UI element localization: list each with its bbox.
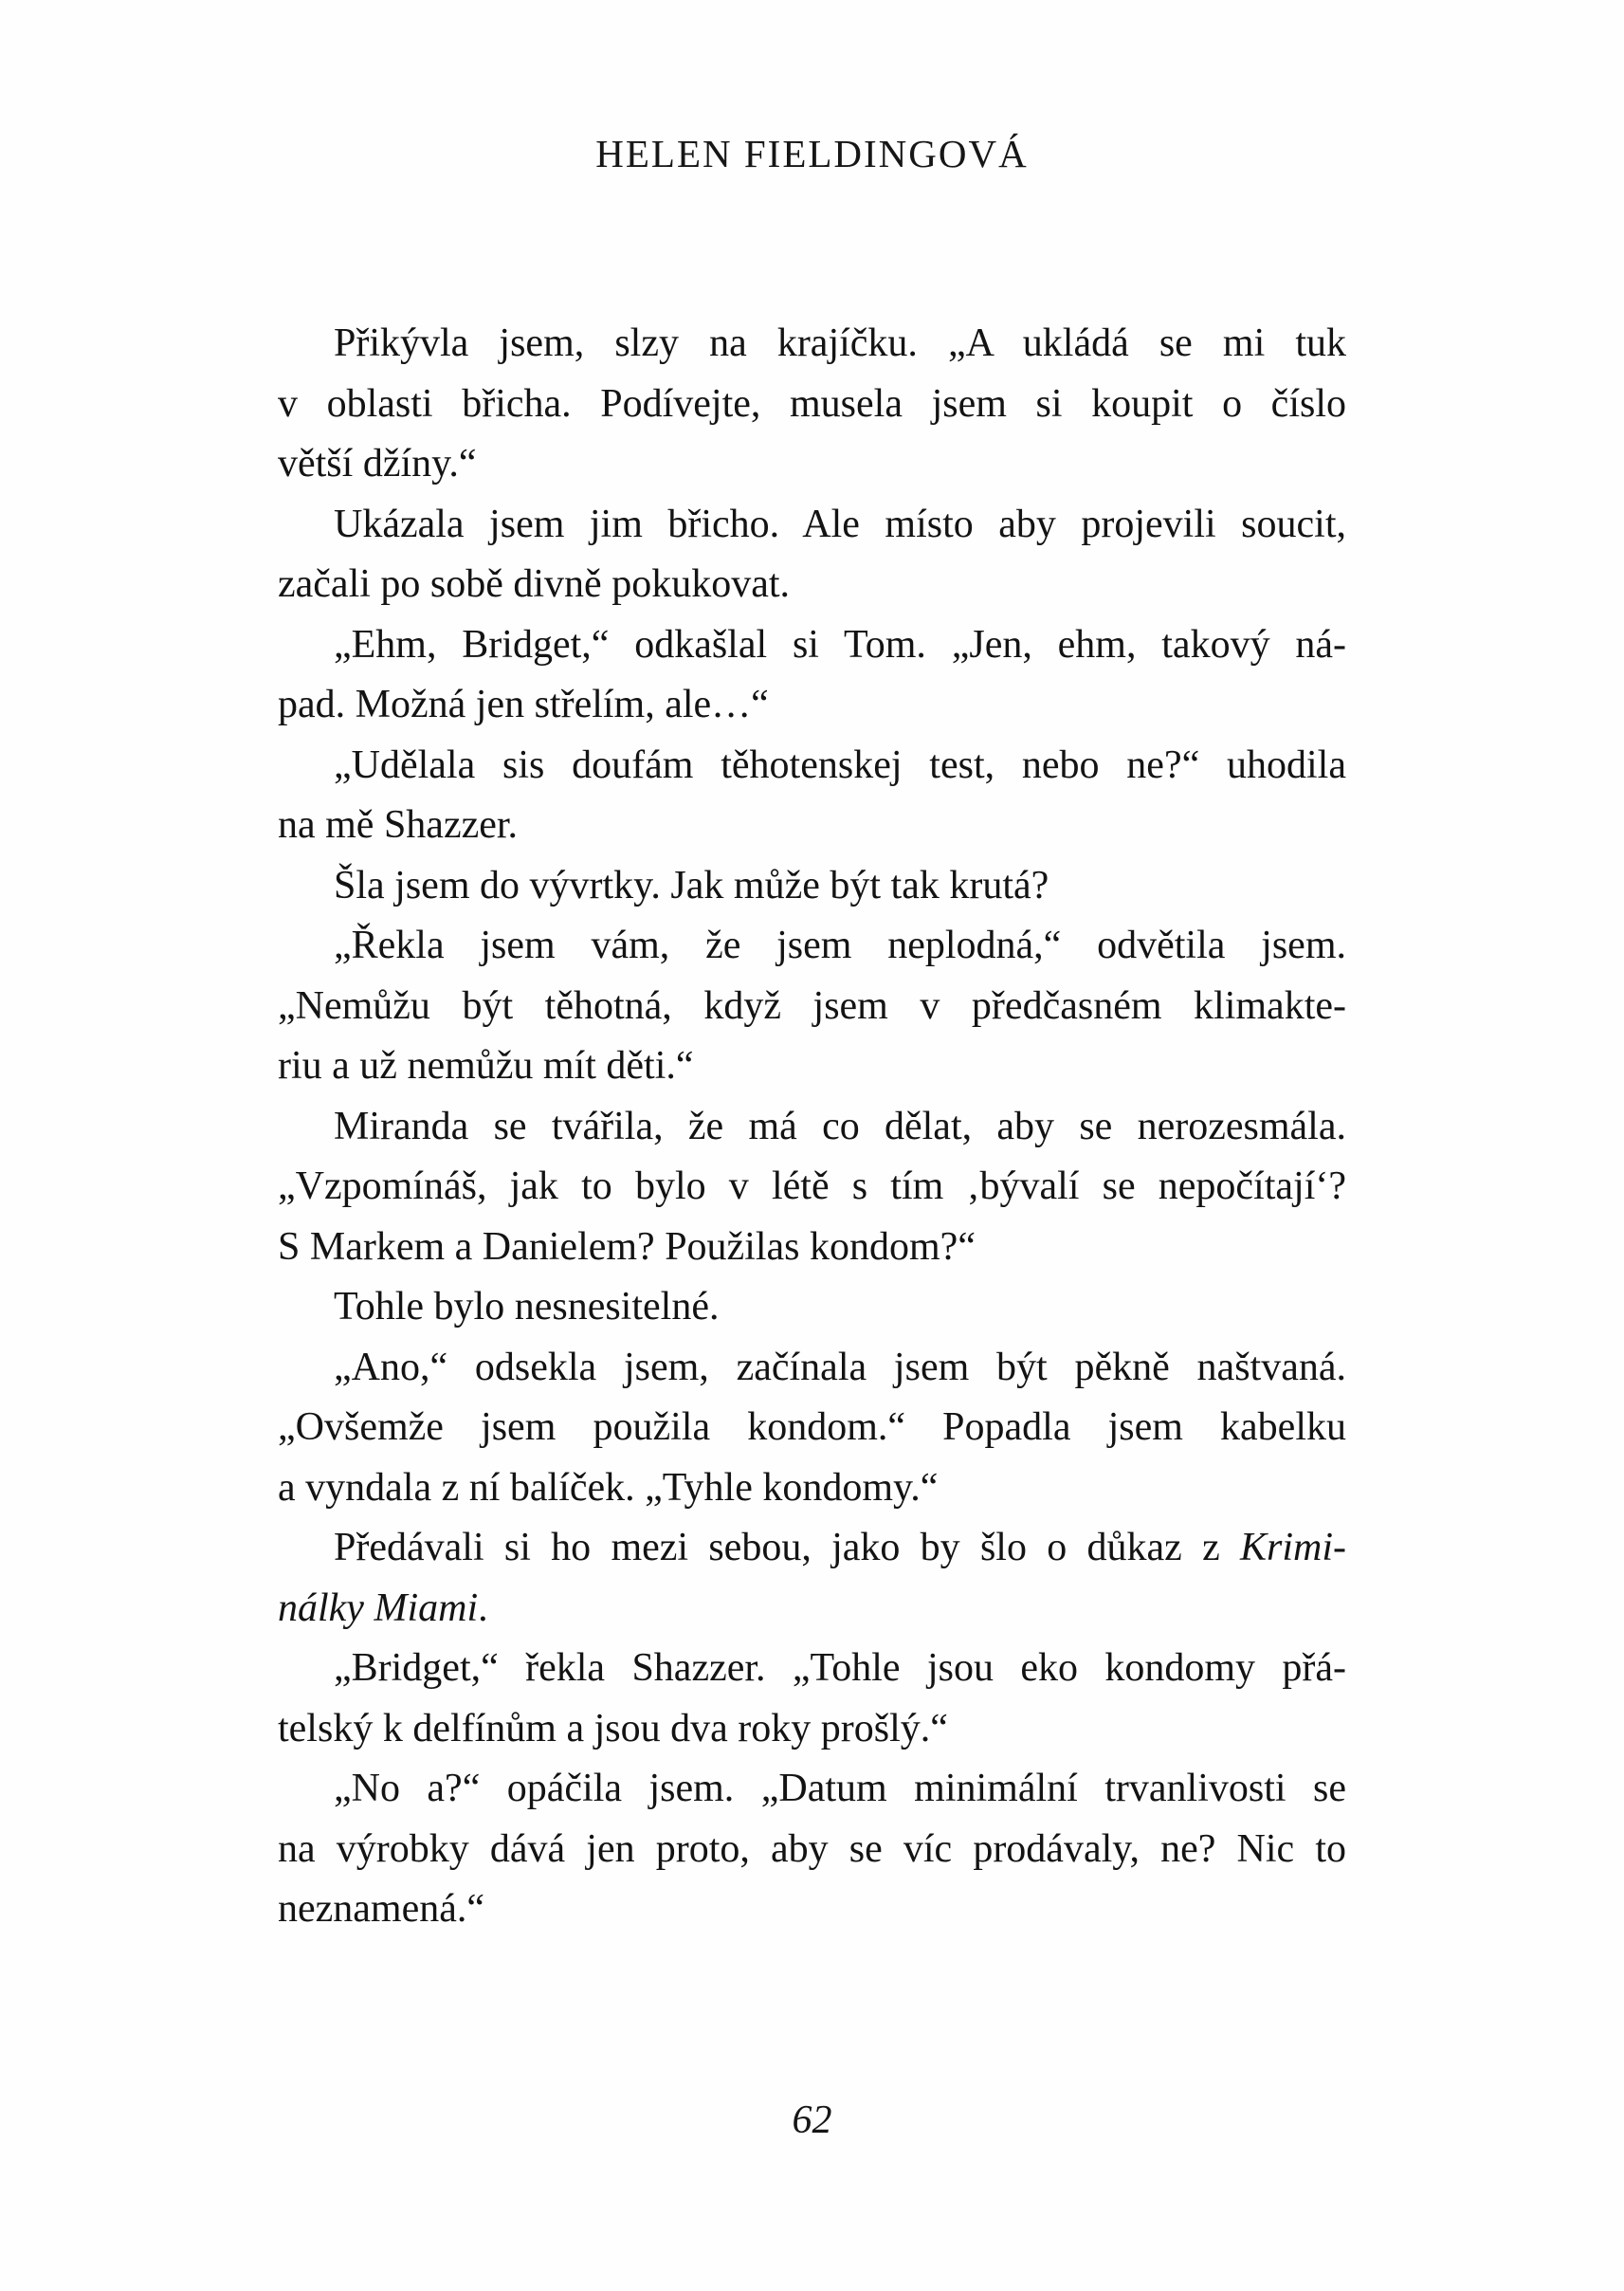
text-line <box>278 615 1346 676</box>
text-line <box>278 1277 1346 1338</box>
text-segment: „Ehm, Bridget,“ odkašlal si Tom. „Jen, ehm, takový ná- <box>334 622 1346 667</box>
text-line <box>278 555 1346 615</box>
text-segment: na výrobky dává jen proto, aby se víc prodávaly, ne? Nic to <box>278 1826 1346 1871</box>
text-segment: v oblasti břicha. Podívejte, musela jsem si koupit o číslo <box>278 381 1346 426</box>
text-line <box>278 1218 1346 1278</box>
text-segment: a vyndala z ní balíček. „Tyhle kondomy.“ <box>278 1465 939 1510</box>
text-segment: . <box>478 1585 488 1630</box>
text-segment: S Markem a Danielem? Použilas kondom?“ <box>278 1224 976 1269</box>
text-line <box>278 675 1346 736</box>
text-line <box>278 1518 1346 1579</box>
text-segment: „Řekla jsem vám, že jsem neplodná,“ odvětila jsem. <box>334 924 1346 967</box>
text-line <box>278 1338 1346 1399</box>
text-segment: Ukázala jsem jim břicho. Ale místo aby projevili soucit, <box>334 502 1346 546</box>
text-segment: „Vzpomínáš, jak to bylo v létě s tím ‚bývalí se nepočítají‘? <box>278 1164 1346 1208</box>
text-line <box>278 1398 1346 1458</box>
text-segment: Miranda se tvářila, že má co dělat, aby se nerozesmála. <box>334 1104 1346 1148</box>
text-line <box>278 1879 1346 1940</box>
text-line <box>278 1036 1346 1097</box>
text-line <box>278 977 1346 1037</box>
text-line <box>278 1157 1346 1218</box>
text-line <box>278 856 1346 917</box>
text-line <box>278 434 1346 495</box>
text-segment: „Nemůžu být těhotná, když jsem v předčasném klimakte- <box>278 983 1346 1028</box>
text-segment: Předávali si ho mezi sebou, jako by šlo o důkaz z <box>334 1526 1240 1569</box>
text-segment: Šla jsem do vývrtky. Jak může být tak krutá? <box>334 863 1049 907</box>
text-segment: „Bridget,“ řekla Shazzer. „Tohle jsou eko kondomy přá- <box>334 1646 1346 1690</box>
italic-text-segment: nálky Miami <box>278 1585 479 1630</box>
text-line <box>278 796 1346 856</box>
text-line <box>278 736 1346 797</box>
text-segment: telský k delfínům a jsou dva roky prošlý.“ <box>278 1706 948 1750</box>
text-line <box>278 375 1346 435</box>
text-line <box>278 495 1346 556</box>
text-segment: Tohle bylo nesnesitelné. <box>334 1285 720 1329</box>
body-text <box>278 314 1346 1940</box>
text-segment: neznamená.“ <box>278 1887 485 1931</box>
text-segment: pad. Možná jen střelím, ale…“ <box>278 683 769 726</box>
running-header: HELEN FIELDINGOVÁ <box>595 132 1029 175</box>
text-line <box>278 1458 1346 1519</box>
text-segment: riu a už nemůžu mít děti.“ <box>278 1044 694 1088</box>
text-segment: začali po sobě divně pokukovat. <box>278 562 791 606</box>
text-line <box>278 916 1346 977</box>
text-line <box>278 1699 1346 1760</box>
text-segment: větší džíny.“ <box>278 442 477 486</box>
text-line <box>278 1759 1346 1820</box>
text-segment: „No a?“ opáčila jsem. „Datum minimální trvanlivosti se <box>334 1767 1346 1810</box>
text-line <box>278 1820 1346 1880</box>
page-number: 62 <box>792 2099 832 2142</box>
text-segment: „Ovšemže jsem použila kondom.“ Popadla jsem kabelku <box>278 1405 1346 1449</box>
text-line <box>278 1097 1346 1158</box>
italic-text-segment: Krimi- <box>1239 1526 1346 1569</box>
text-segment: Přikývla jsem, slzy na krajíčku. „A ukládá se mi tuk <box>334 321 1346 365</box>
text-segment: na mě Shazzer. <box>278 803 519 847</box>
text-line <box>278 1579 1346 1640</box>
text-line <box>278 314 1346 375</box>
text-segment: „Ano,“ odsekla jsem, začínala jsem být pěkně naštvaná. <box>334 1345 1346 1389</box>
text-line <box>278 1639 1346 1699</box>
text-segment: „Udělala sis doufám těhotenskej test, nebo ne?“ uhodila <box>334 742 1346 787</box>
